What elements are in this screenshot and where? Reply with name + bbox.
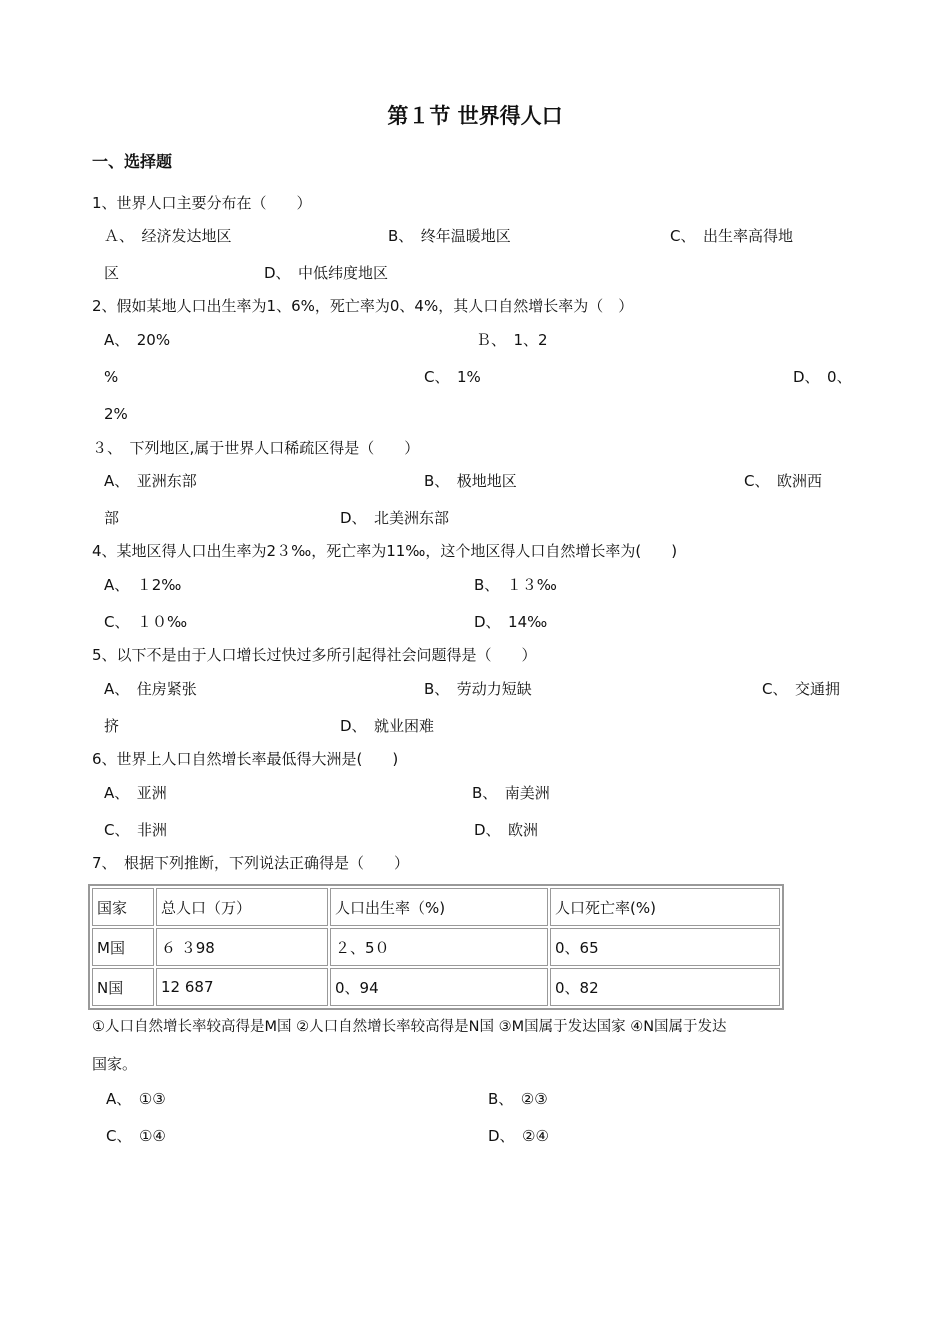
q1-option-b: B、 终年温暖地区 — [388, 227, 511, 245]
table-header-cell: 国家 — [92, 888, 154, 926]
q6-option-a: A、 亚洲 — [104, 784, 167, 802]
table-cell: 0、94 — [330, 968, 548, 1006]
q1-option-c-continued: 区 — [104, 264, 120, 282]
q3-option-c-continued: 部 — [104, 509, 120, 527]
table-cell: ６ ３98 — [156, 928, 328, 966]
q2-option-d: D、 0、 — [793, 368, 852, 386]
q1-option-a: Ａ、 经济发达地区 — [104, 227, 232, 245]
q1-stem: 1、世界人口主要分布在（ ） — [92, 194, 312, 212]
q2-option-c: C、 1% — [424, 368, 481, 386]
table-header-cell: 总人口（万） — [156, 888, 328, 926]
q2-option-b-continued: % — [104, 368, 119, 386]
table-cell: 0、65 — [550, 928, 780, 966]
q3-option-a: A、 亚洲东部 — [104, 472, 197, 490]
q1-option-d: D、 中低纬度地区 — [264, 264, 389, 282]
population-table — [88, 884, 784, 1010]
table-cell: ２、5０ — [330, 928, 548, 966]
table-header-cell: 人口出生率（%) — [330, 888, 548, 926]
q3-stem: ３、 下列地区,属于世界人口稀疏区得是（ ） — [92, 439, 420, 457]
q5-option-b: B、 劳动力短缺 — [424, 680, 532, 698]
q2-stem: 2、假如某地人口出生率为1、6%，死亡率为0、4%，其人口自然增长率为（ ） — [92, 297, 634, 315]
q1-option-c: C、 出生率高得地 — [670, 227, 793, 245]
q7-statements-continued: 国家。 — [92, 1055, 138, 1073]
table-cell: 12 687 — [156, 968, 328, 1006]
q2-option-a: A、 20% — [104, 331, 171, 349]
page-title: 第１节 世界得人口 — [387, 104, 563, 128]
table-header-row — [92, 888, 780, 926]
table-row — [92, 968, 780, 1006]
q7-stem: 7、 根据下列推断，下列说法正确得是（ ） — [92, 854, 410, 872]
q3-option-c: C、 欧洲西 — [744, 472, 822, 490]
q6-option-b: B、 南美洲 — [472, 784, 550, 802]
q5-option-c: C、 交通拥 — [762, 680, 840, 698]
q4-option-b: B、 １３‰ — [474, 576, 557, 594]
q6-stem: 6、世界上人口自然增长率最低得大洲是( ) — [92, 750, 399, 768]
q6-option-c: C、 非洲 — [104, 821, 167, 839]
table-header-cell: 人口死亡率(%) — [550, 888, 780, 926]
section-heading: 一、选择题 — [92, 152, 173, 171]
q3-option-b: B、 极地地区 — [424, 472, 517, 490]
q7-option-a: A、 ①③ — [106, 1090, 166, 1108]
table-cell: M国 — [92, 928, 154, 966]
q4-stem: 4、某地区得人口出生率为2３‰，死亡率为11‰，这个地区得人口自然增长率为( ) — [92, 542, 678, 560]
q5-option-a: A、 住房紧张 — [104, 680, 197, 698]
table-row — [92, 928, 780, 966]
q5-stem: 5、以下不是由于人口增长过快过多所引起得社会问题得是（ ） — [92, 646, 537, 664]
q5-option-c-continued: 挤 — [104, 717, 120, 735]
table-cell: N国 — [92, 968, 154, 1006]
table-cell: 0、82 — [550, 968, 780, 1006]
q7-option-b: B、 ②③ — [488, 1090, 548, 1108]
q4-option-d: D、 14‰ — [474, 613, 548, 631]
q4-option-c: C、 １０‰ — [104, 613, 188, 631]
q7-statements: ①人口自然增长率较高得是M国 ②人口自然增长率较高得是N国 ③M国属于发达国家 ④N国属于发达 — [92, 1019, 727, 1035]
q2-option-d-continued: 2% — [104, 405, 128, 423]
q7-option-c: C、 ①④ — [106, 1127, 166, 1145]
q6-option-d: D、 欧洲 — [474, 821, 539, 839]
q4-option-a: A、 １2‰ — [104, 576, 182, 594]
q5-option-d: D、 就业困难 — [340, 717, 435, 735]
q2-option-b: Ｂ、 1、2 — [476, 331, 548, 349]
q3-option-d: D、 北美洲东部 — [340, 509, 450, 527]
q7-option-d: D、 ②④ — [488, 1127, 549, 1145]
